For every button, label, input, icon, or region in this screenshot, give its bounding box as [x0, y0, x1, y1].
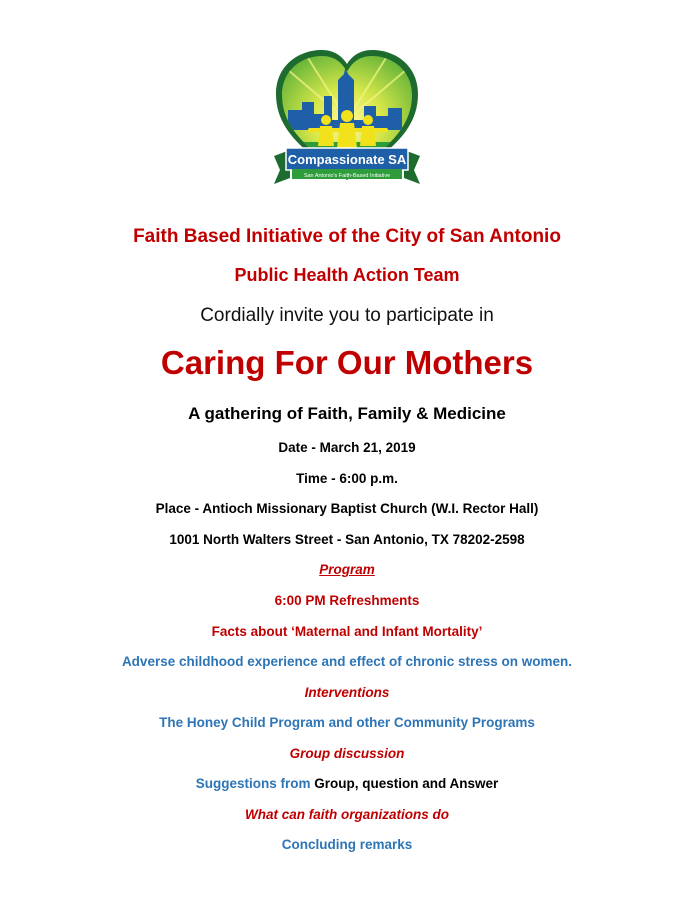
program-item-group-discussion: Group discussion [289, 746, 405, 761]
organization-heading: Faith Based Initiative of the City of San Antonio [133, 226, 561, 247]
program-heading: Program [319, 562, 375, 577]
invite-text: Cordially invite you to participate in [200, 305, 494, 326]
event-date: Date - March 21, 2019 [278, 440, 416, 455]
program-item-concluding: Concluding remarks [281, 837, 413, 852]
program-item-honey-child: The Honey Child Program and other Community Programs [159, 715, 535, 730]
program-item-facts: Facts about ‘Maternal and Infant Mortality’ [211, 624, 483, 639]
logo-tagline: San Antonio's Faith-Based Initiative [303, 173, 391, 179]
event-subtitle: A gathering of Faith, Family & Medicine [188, 404, 506, 423]
compassionate-sa-logo [268, 50, 426, 190]
suggestions-prefix: Suggestions from [195, 776, 315, 791]
program-item-adverse-childhood: Adverse childhood experience and effect of chronic stress on women. [121, 654, 573, 669]
program-item-faith-organizations: What can faith organizations do [244, 807, 449, 822]
program-item-refreshments: 6:00 PM Refreshments [274, 593, 420, 608]
event-place: Place - Antioch Missionary Baptist Church (W.I. Rector Hall) [155, 501, 539, 516]
program-item-suggestions [0, 776, 694, 791]
event-address: 1001 North Walters Street - San Antonio, TX 78202-2598 [169, 532, 525, 547]
program-item-interventions: Interventions [304, 685, 390, 700]
team-heading: Public Health Action Team [234, 265, 460, 285]
logo-name: Compassionate SA [287, 152, 407, 167]
suggestions-suffix: Group, question and Answer [314, 776, 499, 791]
event-time: Time - 6:00 p.m. [296, 471, 398, 486]
event-title: Caring For Our Mothers [160, 344, 534, 381]
heart-logo-icon [268, 50, 426, 190]
